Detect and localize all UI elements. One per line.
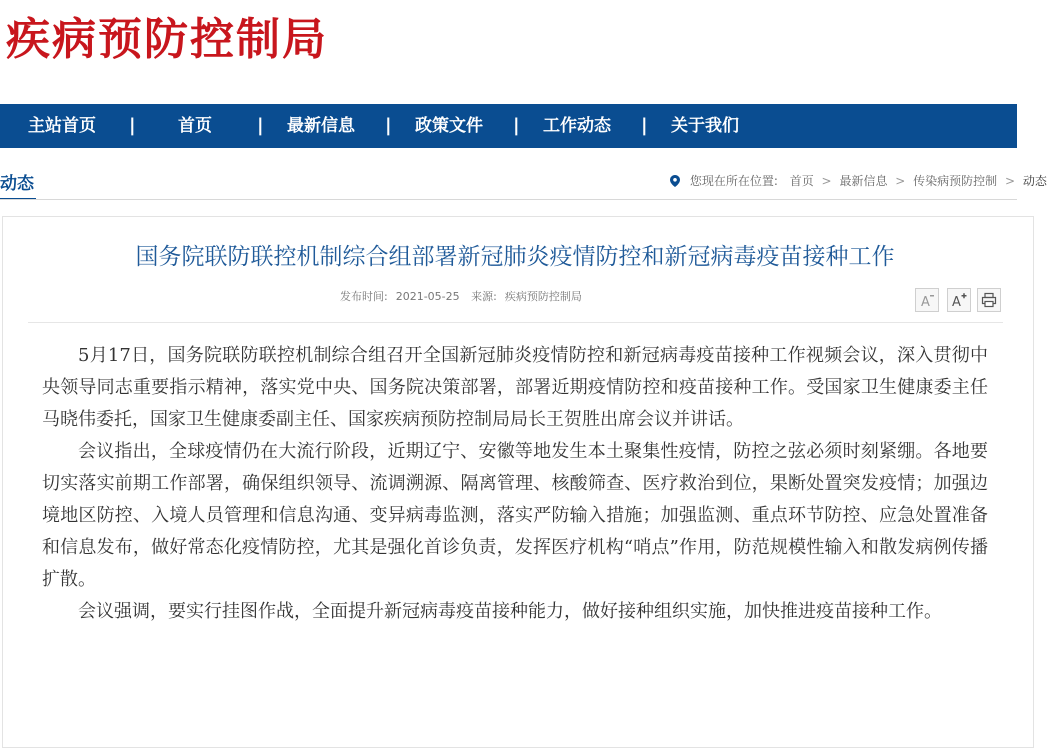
font-increase-button[interactable] [947,288,971,312]
article-paragraph: 5月17日，国务院联防联控机制综合组召开全国新冠肺炎疫情防控和新冠病毒疫苗接种工作视频会议，深入贯彻中央领导同志重要指示精神，落实党中央、国务院决策部署，部署近期疫情防控和疫苗接种工作。受国家卫生健康委主任马晓伟委托，国家卫生健康委副主任、国家疾病预防控制局局长王贺胜出席会议并讲话。 [42,345,988,430]
nav-item-about-us[interactable]: 关于我们 [671,116,739,136]
source-value: 疾病预防控制局 [504,290,582,303]
location-pin-icon [670,175,680,187]
nav-item-main-home[interactable]: 主站首页 [28,116,96,136]
font-increase-icon [951,292,967,308]
svg-text:A: A [921,295,930,310]
meta-divider [28,322,1003,323]
print-icon [981,292,997,308]
publish-label: 发布时间: [340,290,388,303]
breadcrumb-separator: > [821,174,832,188]
publish-date: 2021-05-25 [395,290,460,303]
main-nav [0,104,1017,148]
breadcrumb-disease-control[interactable]: 传染病预防控制 [913,174,998,188]
article-meta [340,288,590,304]
nav-separator: | [257,115,264,136]
font-decrease-button[interactable] [915,288,939,312]
svg-text:A: A [952,295,961,310]
nav-item-policy-docs[interactable]: 政策文件 [415,116,483,136]
breadcrumb-separator: > [895,174,906,188]
breadcrumb [670,171,1047,191]
site-title: 疾病预防控制局 [6,14,328,65]
breadcrumb-current: 动态 [1022,174,1047,188]
nav-separator: | [513,115,520,136]
article-title: 国务院联防联控机制综合组部署新冠肺炎疫情防控和新冠病毒疫苗接种工作 [135,244,895,270]
nav-item-work-news[interactable]: 工作动态 [543,116,611,136]
breadcrumb-prefix: 您现在所在位置: [689,174,778,188]
nav-item-latest-info[interactable]: 最新信息 [287,116,355,136]
section-tab[interactable]: 动态 [0,170,36,200]
breadcrumb-home[interactable]: 首页 [789,174,814,188]
source-label: 来源: [471,290,497,303]
breadcrumb-separator: > [1005,174,1016,188]
nav-separator: | [129,115,136,136]
article-paragraph: 会议指出，全球疫情仍在大流行阶段，近期辽宁、安徽等地发生本土聚集性疫情，防控之弦必须时刻紧绷。各地要切实落实前期工作部署，确保组织领导、流调溯源、隔离管理、核酸筛查、医疗救治到位，果断处置突发疫情；加强边境地区防控、入境人员管理和信息沟通、变异病毒监测，落实严防输入措施；加强监测、重点环节防控、应急处置准备和信息发布，做好常态化疫情防控，尤其是强化首诊负责，发挥医疗机构“哨点”作用，防范规模性输入和散发病例传播扩散。 [42,441,988,590]
nav-separator: | [641,115,648,136]
print-button[interactable] [977,288,1001,312]
nav-item-home[interactable]: 首页 [178,116,212,136]
nav-separator: | [385,115,392,136]
breadcrumb-latest-info[interactable]: 最新信息 [839,174,888,188]
article-paragraph: 会议强调，要实行挂图作战，全面提升新冠病毒疫苗接种能力，做好接种组织实施，加快推进疫苗接种工作。 [78,601,942,622]
section-divider [0,199,1017,200]
font-decrease-icon [919,292,935,308]
article-body [42,340,988,628]
